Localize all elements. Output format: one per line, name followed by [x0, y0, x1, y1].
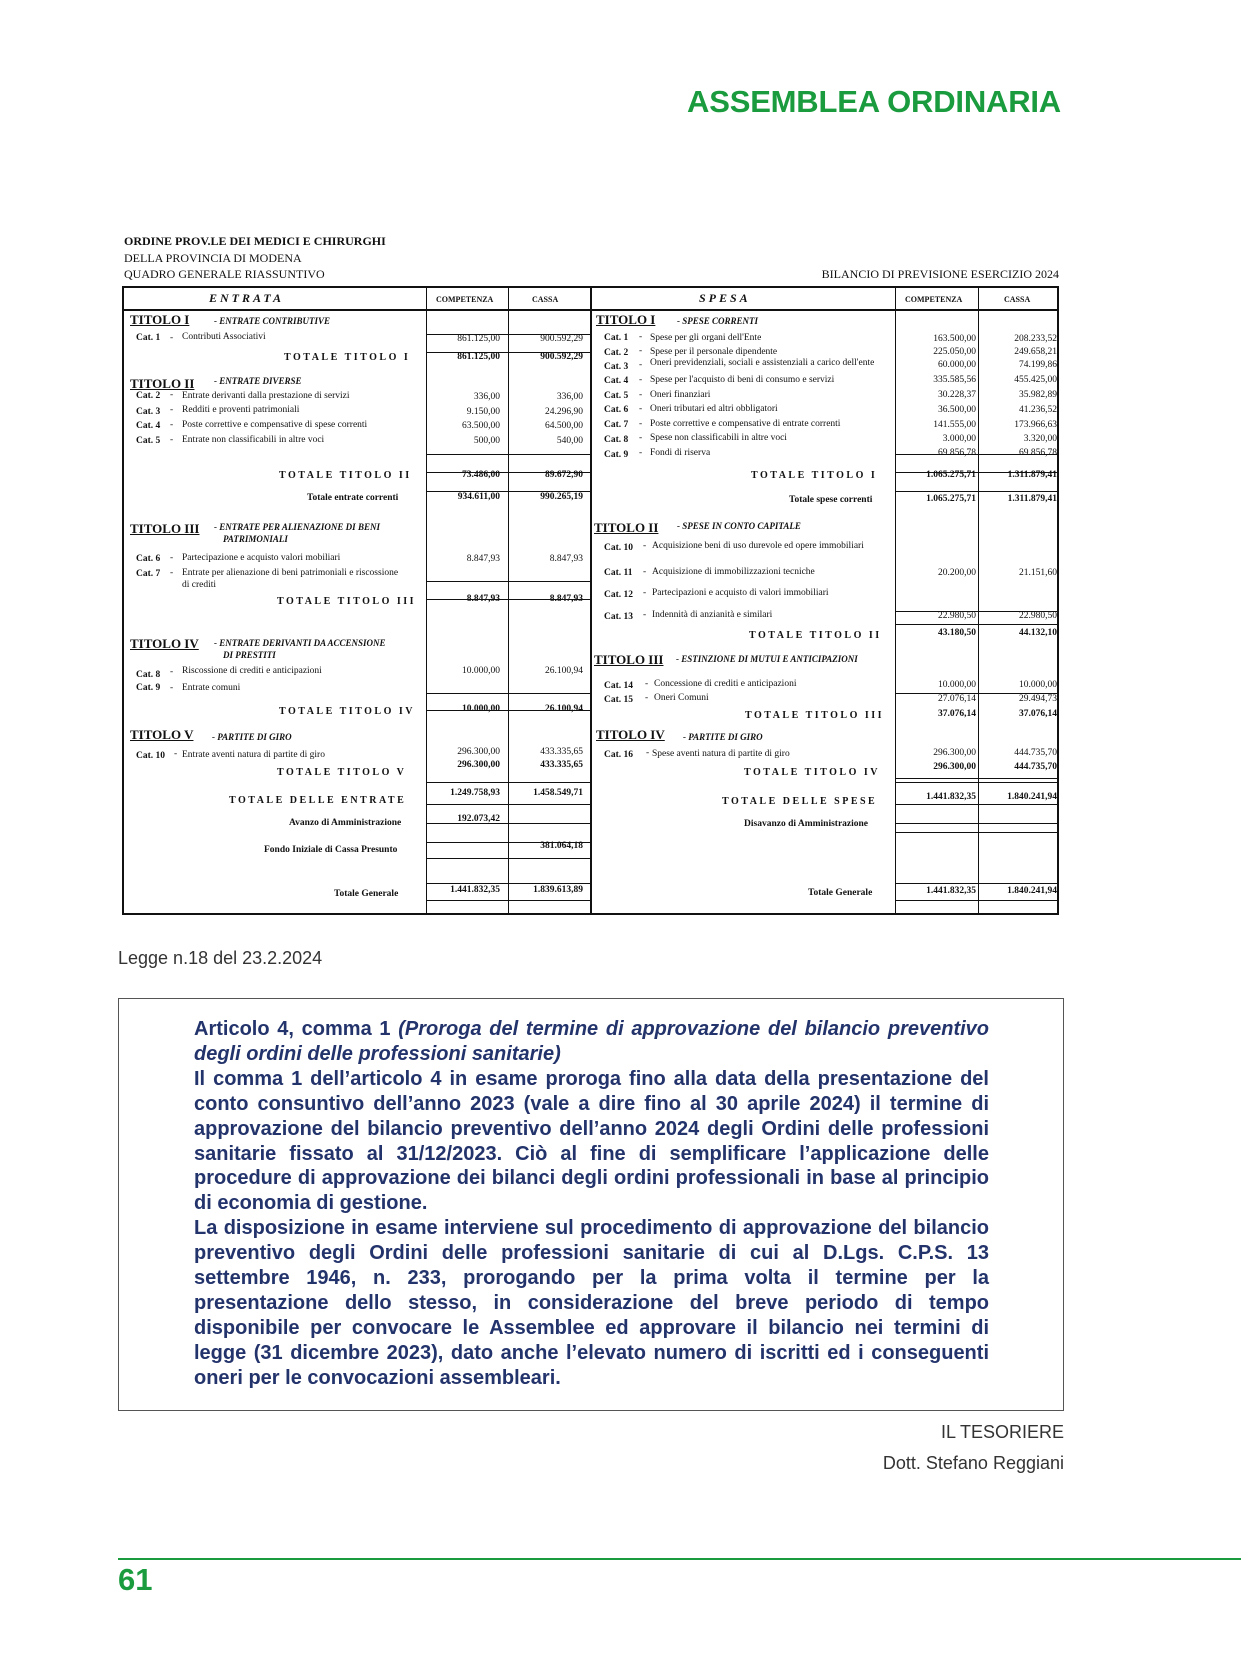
- cat-label: Cat. 4: [136, 421, 161, 431]
- cat-comp: 20.200,00: [938, 568, 976, 578]
- footer-rule: [118, 1558, 1241, 1560]
- cat-dash: -: [170, 667, 174, 677]
- cat-desc: Entrate per alienazione di beni patrimoniali e riscossione: [182, 568, 399, 578]
- entrata-header: ENTRATA: [209, 291, 285, 305]
- avanzo-comp: 192.073,42: [457, 814, 500, 824]
- cat-dash: -: [645, 693, 649, 703]
- cat-dash: -: [645, 679, 649, 689]
- cat-cassa: 74.199,86: [1019, 360, 1057, 370]
- cat-dash: -: [643, 588, 647, 598]
- cat-desc: Entrate comuni: [182, 683, 241, 693]
- cat-comp: 10.000,00: [938, 680, 976, 690]
- bilancio-title: BILANCIO DI PREVISIONE ESERCIZIO 2024: [821, 267, 1059, 281]
- total-rule: [895, 782, 1059, 783]
- tot-cassa: 8.847,93: [549, 594, 583, 604]
- cat-cassa: 455.425,00: [1014, 375, 1057, 385]
- spese-titolo-2: TITOLO II: [594, 520, 659, 535]
- cat-label: Cat. 16: [604, 750, 634, 760]
- cat-label: Cat. 9: [136, 683, 161, 693]
- cat-label: Cat. 13: [604, 612, 634, 622]
- totale-entrate-correnti: Totale entrate correnti: [307, 493, 399, 503]
- cat-comp: 296.300,00: [933, 748, 976, 758]
- cat-dash: -: [639, 433, 643, 443]
- spese-titolo-1: TITOLO I: [596, 312, 656, 327]
- entrate-titolo-4-sub2: DI PRESTITI: [223, 650, 276, 660]
- total-rule: [895, 491, 1059, 492]
- tot-comp: 1.441.832,35: [450, 885, 500, 895]
- total-rule: [895, 832, 1059, 833]
- tot-cassa: 1.840.241,94: [1007, 886, 1057, 896]
- tot-comp: 1.065.275,71: [926, 470, 976, 480]
- total-rule: [895, 823, 1059, 824]
- cat-cassa: 8.847,93: [549, 554, 583, 564]
- cat-dash: -: [170, 553, 174, 563]
- article-excerpt: [194, 1017, 989, 1391]
- cat-label: Cat. 5: [604, 391, 629, 401]
- totale-titolo: TOTALE TITOLO I: [751, 470, 878, 481]
- col-divider: [590, 288, 592, 913]
- tot-cassa: 990.265,19: [540, 492, 583, 502]
- totale-titolo: TOTALE TITOLO II: [279, 470, 412, 481]
- cat-cassa: 249.658,21: [1014, 347, 1057, 357]
- article-paragraph-2: La disposizione in esame interviene sul procedimento di approvazione del bilancio preventivo degli Ordini delle professioni sanitarie di cui al D.Lgs. C.P.S. 13 settembre 1946, n. 233, prorogando per la prima volta il termine per la presentazione dello stesso, in considerazione del breve periodo di tempo disponibile per convocare le Assemblee ed approvare il bilancio nei termini di legge (31 dicembre 2023), dato anche l’elevato numero di iscritti ed i conseguenti oneri per le convocazioni assembleari.: [194, 1217, 989, 1389]
- cat-label: Cat. 6: [136, 554, 161, 564]
- cat-desc: Oneri finanziari: [650, 390, 711, 400]
- total-rule: [426, 900, 590, 901]
- cat-cassa: 444.735,70: [1014, 748, 1057, 758]
- cat-dash: -: [170, 568, 174, 578]
- col-divider: [978, 288, 979, 913]
- col-divider: [895, 288, 896, 913]
- cat-desc: Spese non classificabili in altre voci: [650, 433, 787, 443]
- total-rule: [895, 804, 1059, 805]
- cat-dash: -: [639, 375, 643, 385]
- cat-label: Cat. 8: [604, 435, 629, 445]
- cat-label: Cat. 1: [136, 333, 161, 343]
- totale-generale: Totale Generale: [808, 888, 873, 898]
- fondo-iniziale-cassa: Fondo Iniziale di Cassa Presunto: [264, 845, 398, 855]
- cat-label: Cat. 7: [604, 420, 629, 430]
- org-subtitle: QUADRO GENERALE RIASSUNTIVO: [124, 267, 325, 281]
- totale-titolo: TOTALE TITOLO III: [277, 596, 417, 607]
- cat-desc: Spese aventi natura di partite di giro: [652, 749, 790, 759]
- tot-cassa: 1.840.241,94: [1007, 792, 1057, 802]
- signature-role: IL TESORIERE: [940, 1422, 1064, 1442]
- cat-desc: Fondi di riserva: [650, 448, 711, 458]
- totale-delle-entrate: TOTALE DELLE ENTRATE: [229, 795, 407, 806]
- cat-dash: -: [170, 405, 174, 415]
- article-excerpt-box: [118, 998, 1064, 1411]
- cat-comp: 27.076,14: [938, 694, 976, 704]
- total-rule: [426, 883, 590, 884]
- cat-label: Cat. 3: [604, 362, 629, 372]
- cat-desc: Oneri Comuni: [654, 693, 709, 703]
- cat-desc: Spese per gli organi dell'Ente: [650, 333, 762, 343]
- cat-comp: 69.856,78: [938, 448, 976, 458]
- cat-label: Cat. 7: [136, 569, 161, 579]
- cat-cassa: 24.296,90: [545, 407, 583, 417]
- cat-dash: -: [639, 448, 643, 458]
- cat-dash: -: [639, 404, 643, 414]
- totale-titolo: TOTALE TITOLO V: [277, 767, 407, 778]
- cat-desc-cont: di crediti: [182, 580, 217, 590]
- spese-titolo-2-sub: - SPESE IN CONTO CAPITALE: [677, 521, 801, 531]
- cat-dash: -: [639, 390, 643, 400]
- cat-comp: 500,00: [473, 436, 500, 446]
- cat-desc: Poste correttive e compensative di spese correnti: [182, 420, 368, 430]
- totale-delle-spese: TOTALE DELLE SPESE: [722, 796, 878, 807]
- totale-titolo: TOTALE TITOLO IV: [744, 767, 880, 778]
- entrate-titolo-1: TITOLO I: [130, 312, 190, 327]
- cat-label: Cat. 1: [604, 333, 629, 343]
- tot-comp: 43.180,50: [938, 628, 976, 638]
- cat-cassa: 26.100,94: [545, 666, 583, 676]
- cat-cassa: 433.335,65: [540, 747, 583, 757]
- cat-dash: -: [170, 390, 174, 400]
- col-competenza: COMPETENZA: [436, 295, 494, 304]
- total-rule: [895, 624, 1059, 625]
- entrate-titolo-4-sub: - ENTRATE DERIVANTI DA ACCENSIONE: [214, 638, 386, 648]
- entrate-titolo-4: TITOLO IV: [130, 636, 199, 651]
- cat-cassa: 540,00: [556, 436, 583, 446]
- tot-comp: 1.441.832,35: [926, 792, 976, 802]
- org-province: DELLA PROVINCIA DI MODENA: [124, 251, 302, 265]
- article-paragraph-1: Il comma 1 dell’articolo 4 in esame proroga fino alla data della presentazione del conto consuntivo dell’anno 2023 (vale a dire fino al 30 aprile 2024) il termine di approvazione del bilancio preventivo dell’anno 2024 degli Ordini delle professioni sanitarie fissato al 31/12/2023. Ciò al fine di semplificare l’applicazione delle procedure di approvazione dei bilanci degli ordini professionali in base al principio di economia di gestione.: [194, 1067, 989, 1215]
- cat-cassa: 29.494,73: [1019, 694, 1057, 704]
- tot-cassa: 444.735,70: [1014, 762, 1057, 772]
- cat-dash: -: [170, 435, 174, 445]
- cat-desc: Entrate derivanti dalla prestazione di servizi: [182, 391, 350, 401]
- totale-spese-correnti: Totale spese correnti: [789, 495, 873, 505]
- cat-desc: Indennità di anzianità e similari: [652, 610, 773, 620]
- cat-desc: Contributi Associativi: [182, 332, 266, 342]
- cat-desc: Concessione di crediti e anticipazioni: [654, 679, 797, 689]
- cat-desc: Oneri previdenziali, sociali e assistenziali a carico dell'ente: [650, 358, 875, 368]
- cat-cassa: 10.000,00: [1019, 680, 1057, 690]
- cat-dash: -: [643, 610, 647, 620]
- cat-desc: Partecipazioni e acquisto di valori immobiliari: [652, 588, 829, 598]
- cat-label: Cat. 14: [604, 681, 634, 691]
- totale-titolo: TOTALE TITOLO II: [749, 630, 882, 641]
- cat-desc: Poste correttive e compensative di entrate correnti: [650, 419, 841, 429]
- cat-cassa: 69.856,78: [1019, 448, 1057, 458]
- tot-comp: 1.065.275,71: [926, 494, 976, 504]
- cat-dash: -: [643, 567, 647, 577]
- total-rule: [895, 883, 1059, 884]
- cat-cassa: 64.500,00: [545, 421, 583, 431]
- spese-titolo-4-sub: - PARTITE DI GIRO: [683, 732, 763, 742]
- cat-dash: -: [170, 333, 174, 343]
- article-heading-italic: (Proroga del termine di approvazione del bilancio preventivo degli ordini delle professioni sanitarie): [194, 1018, 989, 1065]
- cat-desc: Spese per il personale dipendente: [650, 347, 778, 357]
- spese-titolo-3-sub: - ESTINZIONE DI MUTUI E ANTICIPAZIONI: [676, 654, 858, 664]
- totale-titolo: TOTALE TITOLO IV: [279, 706, 415, 717]
- entrate-titolo-3: TITOLO III: [130, 521, 200, 536]
- cat-comp: 296.300,00: [457, 747, 500, 757]
- cat-desc: Entrate aventi natura di partite di giro: [182, 750, 325, 760]
- tot-comp: 37.076,14: [938, 709, 976, 719]
- header-rule: [124, 309, 1057, 311]
- cat-comp: 141.555,00: [933, 420, 976, 430]
- cat-label: Cat. 2: [136, 391, 161, 401]
- tot-cassa: 89.672,90: [545, 470, 583, 480]
- page-header-title: ASSEMBLEA ORDINARIA: [687, 84, 1061, 119]
- total-rule: [426, 454, 590, 455]
- cat-dash: -: [174, 749, 178, 759]
- entrate-titolo-2: TITOLO II: [130, 376, 195, 391]
- cat-desc: Riscossione di crediti e anticipazioni: [182, 666, 322, 676]
- cat-cassa: 173.966,63: [1014, 420, 1057, 430]
- cat-dash: -: [643, 541, 647, 551]
- article-heading-main: Articolo 4, comma 1: [194, 1018, 391, 1040]
- tot-comp: 1.249.758,93: [450, 788, 500, 798]
- budget-table: [122, 286, 1059, 915]
- tot-cassa: 26.100,94: [545, 704, 583, 714]
- total-rule: [895, 778, 1059, 779]
- tot-cassa: 44.132,10: [1019, 628, 1057, 638]
- col-cassa: CASSA: [532, 295, 559, 304]
- cat-comp: 9.150,00: [466, 407, 500, 417]
- cat-dash: -: [639, 332, 643, 342]
- col-cassa: CASSA: [1004, 295, 1031, 304]
- totale-titolo: TOTALE TITOLO III: [745, 710, 885, 721]
- cat-label: Cat. 11: [604, 568, 633, 578]
- total-rule: [895, 900, 1059, 901]
- tot-comp: 73.486,00: [462, 470, 500, 480]
- cat-desc: Spese per l'acquisto di beni di consumo e servizi: [650, 375, 835, 385]
- totale-generale: Totale Generale: [334, 889, 399, 899]
- cat-label: Cat. 5: [136, 436, 161, 446]
- cat-comp: 335.585,56: [933, 375, 976, 385]
- tot-comp: 296.300,00: [457, 760, 500, 770]
- cat-dash: -: [170, 683, 174, 693]
- cat-desc: Redditi e proventi patrimoniali: [182, 405, 300, 415]
- spese-titolo-3: TITOLO III: [594, 652, 664, 667]
- cat-cassa: 336,00: [556, 392, 583, 402]
- entrate-titolo-1-sub: - ENTRATE CONTRIBUTIVE: [214, 316, 331, 326]
- cat-dash: -: [639, 346, 643, 356]
- tot-cassa: 900.592,29: [540, 352, 583, 362]
- article-heading: [194, 1017, 989, 1067]
- tot-comp: 861.125,00: [457, 352, 500, 362]
- tot-cassa: 1.311.879,41: [1007, 470, 1057, 480]
- cat-desc: Oneri tributari ed altri obbligatori: [650, 404, 778, 414]
- cat-comp: 22.980,50: [938, 611, 976, 621]
- cat-desc: Acquisizione beni di uso durevole ed opere immobiliari: [652, 541, 864, 551]
- cat-dash: -: [639, 419, 643, 429]
- tot-cassa: 433.335,65: [540, 760, 583, 770]
- cat-label: Cat. 6: [604, 405, 629, 415]
- cat-label: Cat. 10: [604, 543, 634, 553]
- total-rule: [426, 581, 590, 582]
- spesa-header: SPESA: [699, 291, 751, 305]
- cat-dash: -: [646, 748, 650, 758]
- cat-comp: 30.228,37: [938, 390, 976, 400]
- disavanzo-amministrazione: Disavanzo di Amministrazione: [744, 819, 869, 829]
- cat-cassa: 208.233,52: [1014, 334, 1057, 344]
- cat-comp: 163.500,00: [933, 334, 976, 344]
- cat-cassa: 35.982,89: [1019, 390, 1057, 400]
- cat-cassa: 900.592,29: [540, 334, 583, 344]
- cat-label: Cat. 12: [604, 590, 634, 600]
- cat-cassa: 22.980,50: [1019, 611, 1057, 621]
- avanzo-amministrazione: Avanzo di Amministrazione: [289, 818, 402, 828]
- tot-cassa: 37.076,14: [1019, 709, 1057, 719]
- entrate-titolo-2-sub: - ENTRATE DIVERSE: [214, 376, 302, 386]
- total-rule: [426, 693, 590, 694]
- total-rule: [426, 782, 590, 783]
- cat-dash: -: [639, 360, 643, 370]
- tot-comp: 934.611,00: [457, 492, 500, 502]
- cat-comp: 60.000,00: [938, 360, 976, 370]
- tot-comp: 1.441.832,35: [926, 886, 976, 896]
- cat-desc: Entrate non classificabili in altre voci: [182, 435, 325, 445]
- totale-titolo: TOTALE TITOLO I: [284, 352, 411, 363]
- cat-label: Cat. 4: [604, 376, 629, 386]
- cat-desc: Acquisizione di immobilizzazioni tecniche: [652, 567, 815, 577]
- cat-comp: 10.000,00: [462, 666, 500, 676]
- org-name: ORDINE PROV.LE DEI MEDICI E CHIRURGHI: [124, 234, 386, 248]
- tot-comp: 296.300,00: [933, 762, 976, 772]
- entrate-titolo-5-sub: - PARTITE DI GIRO: [212, 732, 292, 742]
- tot-comp: 8.847,93: [466, 594, 500, 604]
- cat-comp: 8.847,93: [466, 554, 500, 564]
- cat-desc: Partecipazione e acquisto valori mobiliari: [182, 553, 341, 563]
- cat-cassa: 3.320,00: [1023, 434, 1057, 444]
- col-competenza: COMPETENZA: [905, 295, 963, 304]
- total-rule: [426, 804, 590, 805]
- tot-cassa: 1.839.613,89: [533, 885, 583, 895]
- entrate-titolo-3-sub: - ENTRATE PER ALIENAZIONE DI BENI: [214, 522, 380, 532]
- signature-name: Dott. Stefano Reggiani: [882, 1453, 1064, 1473]
- cat-comp: 225.050,00: [933, 347, 976, 357]
- fondo-cassa: 381.064,18: [540, 841, 583, 851]
- tot-comp: 10.000,00: [462, 704, 500, 714]
- cat-label: Cat. 15: [604, 695, 634, 705]
- tot-cassa: 1.458.549,71: [533, 788, 583, 798]
- entrate-titolo-5: TITOLO V: [130, 727, 194, 742]
- cat-comp: 861.125,00: [457, 334, 500, 344]
- cat-label: Cat. 3: [136, 407, 161, 417]
- cat-dash: -: [170, 420, 174, 430]
- legge-reference: Legge n.18 del 23.2.2024: [118, 948, 323, 968]
- cat-comp: 3.000,00: [942, 434, 976, 444]
- cat-cassa: 21.151,60: [1019, 568, 1057, 578]
- cat-cassa: 41.236,52: [1019, 405, 1057, 415]
- entrate-titolo-3-sub2: PATRIMONIALI: [223, 534, 288, 544]
- cat-label: Cat. 10: [136, 751, 166, 761]
- total-rule: [426, 858, 590, 859]
- cat-comp: 36.500,00: [938, 405, 976, 415]
- cat-comp: 63.500,00: [462, 421, 500, 431]
- cat-comp: 336,00: [473, 392, 500, 402]
- spese-titolo-1-sub: - SPESE CORRENTI: [677, 316, 759, 326]
- tot-cassa: 1.311.879,41: [1007, 494, 1057, 504]
- cat-label: Cat. 9: [604, 450, 629, 460]
- cat-label: Cat. 2: [604, 348, 629, 358]
- page-number: 61: [118, 1562, 153, 1597]
- spese-titolo-4: TITOLO IV: [596, 727, 665, 742]
- cat-label: Cat. 8: [136, 670, 161, 680]
